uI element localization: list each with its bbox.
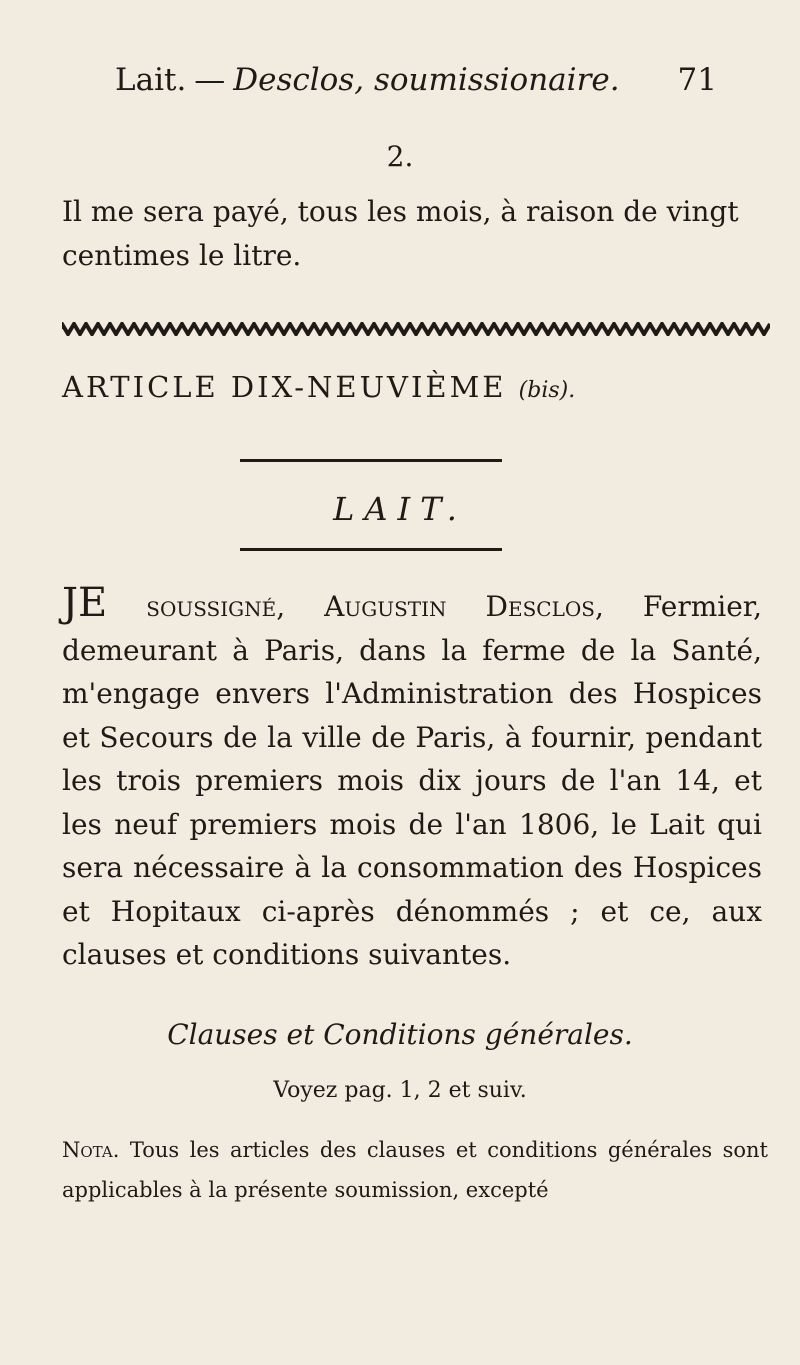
heading-rule-bottom — [240, 548, 502, 551]
dropcap: JE — [62, 580, 108, 626]
clauses-heading: Clauses et Conditions générales. — [167, 1018, 633, 1051]
signatory-name: Augustin Desclos — [324, 590, 595, 623]
running-head-section: Lait. — [115, 62, 187, 98]
ornamental-divider — [62, 322, 770, 336]
article-title — [62, 370, 782, 404]
declaration-paragraph: JE soussigné, Augustin Desclos, Fermier, demeurant à Paris, dans la ferme de la Santé, m'engage envers l'Administration des Hospices et Secours de la ville de Paris, à fournir, pendant les trois premiers mois dix jours de l'an 14, et les neuf premiers mois de l'an 1806, le Lait qui sera nécessaire à la consommation des Hospices et Hopitaux ci-après dénommés ; et ce, aux clauses et conditions suivantes. — [62, 580, 762, 971]
running-head-dash: — — [194, 62, 226, 98]
running-head — [115, 62, 715, 98]
article-title-bis: (bis). — [518, 378, 576, 403]
heading-rule-top — [240, 459, 502, 462]
payment-paragraph: Il me sera payé, tous les mois, à raison de vingt centimes le litre. — [62, 195, 739, 272]
subject-heading: LAIT. — [333, 490, 467, 528]
nota-label: Nota. — [62, 1138, 120, 1162]
running-head-title: Desclos, soumissionaire. — [233, 62, 620, 98]
page-number: 71 — [677, 62, 717, 98]
section-number: 2. — [386, 140, 414, 173]
declaration-body: , Fermier, demeurant à Paris, dans la ferme de la Santé, m'engage envers l'Administration des Hospices et Secours de la ville de Paris, à fournir, pendant les trois premiers mois dix jours de l'an 14, et les neuf premiers mois de l'an 1806, le Lait qui sera nécessaire à la consommation des Hospices et Hopitaux ci-après dénommés ; et ce, aux clauses et conditions suivantes. — [62, 590, 762, 971]
article-title-text: ARTICLE DIX-NEUVIÈME — [62, 370, 507, 404]
nota-text: Tous les articles des clauses et conditions générales sont applicables à la présente soumission, excepté — [62, 1138, 768, 1202]
page-reference: Voyez pag. 1, 2 et suiv. — [273, 1078, 527, 1103]
signed-word: soussigné — [146, 590, 277, 623]
nota-paragraph — [62, 1130, 768, 1210]
